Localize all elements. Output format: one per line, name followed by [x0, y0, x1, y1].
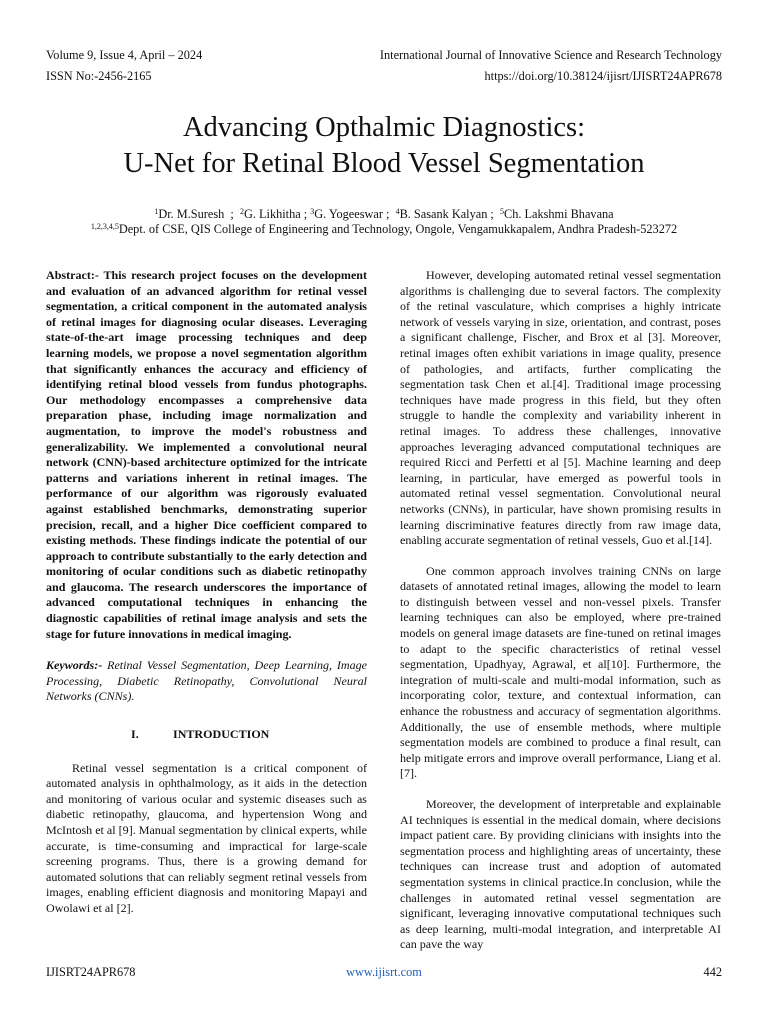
page-number: 442	[703, 965, 722, 979]
author-sup: 1	[154, 207, 159, 216]
footer-website-link[interactable]: www.ijisrt.com	[346, 965, 422, 979]
keywords	[46, 658, 367, 705]
affiliation-text: Dept. of CSE, QIS College of Engineering and Technology, Ongole, Vengamukkapalem, Andhra Pradesh-523272	[118, 222, 678, 236]
volume-issue: Volume 9, Issue 4, April – 2024	[46, 48, 203, 62]
author-sup: 3	[310, 207, 315, 216]
author-sup: 2	[240, 207, 244, 216]
paper-title-line-1: Advancing Opthalmic Diagnostics:	[182, 112, 586, 143]
paper-title	[0, 110, 768, 182]
section-number: I.	[131, 727, 139, 742]
left-column	[46, 268, 367, 917]
section-heading-introduction	[46, 727, 367, 743]
author-name: B. Sasank Kalyan	[399, 207, 488, 221]
author-name: Dr. M.Suresh	[158, 207, 225, 221]
journal-name: International Journal of Innovative Science and Research Technology	[379, 48, 722, 62]
section-title: INTRODUCTION	[173, 727, 270, 742]
author-sup: 5	[500, 207, 504, 216]
body-paragraph: Retinal vessel segmentation is a critical component of automated analysis in ophthalmology, as it aids in the detection and monitoring of various ocular and systemic diseases such as diabetic retinopathy, glaucoma, and hypertension Wong and McIntosh et al [9]. Manual segmentation by clinical experts, while accurate, is time-consuming and impractical for large-scale screening programs. Thus, there is a growing demand for automated solutions that can reliably segment retinal vessels from images, enabling efficient diagnosis and monitoring Mapayi and Owolawi et al [2].	[46, 760, 367, 915]
doi-link[interactable]: https://doi.org/10.38124/ijisrt/IJISRT24APR678	[484, 69, 722, 83]
author-name: Ch. Lakshmi Bhavana	[504, 207, 614, 221]
author-name: G. Yogeeswar	[314, 207, 383, 221]
body-paragraph: One common approach involves training CNNs on large datasets of annotated retinal images, allowing the model to learn to distinguish between vessel and non-vessel pixels. Transfer learning techniques can also be employed, where pre-trained models on general image datasets are fine-tuned on retinal images to adapt to the specific characteristics of retinal vessel segmentation, Upadhyay, Agrawal, et al[10]. Furthermore, the integration of multi-scale and multi-modal information, such as incorporating color, texture, and contextual information, can enhance the robustness and accuracy of segmentation algorithms. Additionally, the use of ensemble methods, where multiple segmentation models are combined to produce a final result, can help mitigate errors and improve overall performance, Liang et al.[7].	[400, 563, 721, 781]
affiliation	[0, 222, 768, 237]
keywords-label: Keywords:-	[46, 658, 103, 673]
issn: ISSN No:-2456-2165	[46, 69, 152, 83]
author-sup: 4	[395, 207, 400, 216]
footer-paper-id: IJISRT24APR678	[46, 965, 136, 979]
keywords-text: Retinal Vessel Segmentation, Deep Learning, Image Processing, Diabetic Retinopathy, Convolutional Neural Networks (CNNs).	[46, 658, 367, 704]
right-column	[400, 268, 721, 953]
abstract: Abstract:- This research project focuses on the development and evaluation of an advanced algorithm for retinal vessel segmentation, a critical component in the automated analysis of retinal images for diagnosing ocular diseases. Leveraging state-of-the-art image processing techniques and deep learning models, we propose a novel segmentation algorithm that significantly enhances the accuracy and efficiency of identifying retinal blood vessels from fundus photographs. Our methodology encompasses a comprehensive data preparation phase, including image normalization and augmentation, to improve the model's robustness and generalizability. We implemented a convolutional neural network (CNN)-based architecture optimized for the intricate patterns and variations inherent in retinal images. The performance of our algorithm was rigorously evaluated against established benchmarks, demonstrating superior precision, recall, and a higher Dice coefficient compared to existing methods. These findings indicate the potential of our approach to contribute substantially to the early detection and monitoring of ocular conditions such as diabetic retinopathy and glaucoma. The research underscores the importance of advanced computational techniques in enhancing the diagnostic capabilities of retinal image analysis and sets the stage for future innovations in medical imaging.	[46, 268, 367, 641]
body-paragraph: However, developing automated retinal vessel segmentation algorithms is challenging due to several factors. The complexity of the retinal vasculature, which comprises a highly intricate network of vessels varying in size, orientation, and contrast, poses a significant challenge, Fischer, and Brox et al [3]. Moreover, retinal images often exhibit variations in image quality, presence of pathologies, and artifacts, further complicating the segmentation task Chen et al.[4]. Traditional image processing techniques have made progress in this field, but they often struggle to handle the complexity and variability inherent in retinal images. To address these challenges, innovative approaches leveraging advanced computational techniques are required Ricci and Perfetti et al [5]. Machine learning and deep learning, in particular, have emerged as powerful tools in automated retinal vessel segmentation. Convolutional neural networks (CNNs), in particular, have shown promising results in learning discriminative features directly from raw image data, enabling accurate segmentation of retinal vessels, Guo et al.[14].	[400, 268, 721, 548]
paper-title-line-2: U-Net for Retinal Blood Vessel Segmentation	[123, 148, 645, 179]
author-name: G. Likhitha	[244, 207, 301, 221]
author-list: $^1$Dr. M.Suresh ; $^2$G. Likhitha ; $^3$G. Yogeeswar ; $^4$B. Sasank Kalyan ; $^5$Ch. Lakshmi Bhavana	[154, 207, 614, 221]
body-paragraph: Moreover, the development of interpretable and explainable AI techniques is essential in the medical domain, where decisions impact patient care. By providing clinicians with insights into the segmentation process and highlighting areas of uncertainty, these techniques can increase trust and adoption of automated segmentation systems in clinical practice.In conclusion, while the challenges in automated retinal vessel segmentation are significant, leveraging innovative computational techniques such as deep learning, multi-modal integration, and interpretable AI can pave the way	[400, 797, 721, 952]
affiliation-sup: 1,2,3,4,5	[90, 222, 119, 231]
